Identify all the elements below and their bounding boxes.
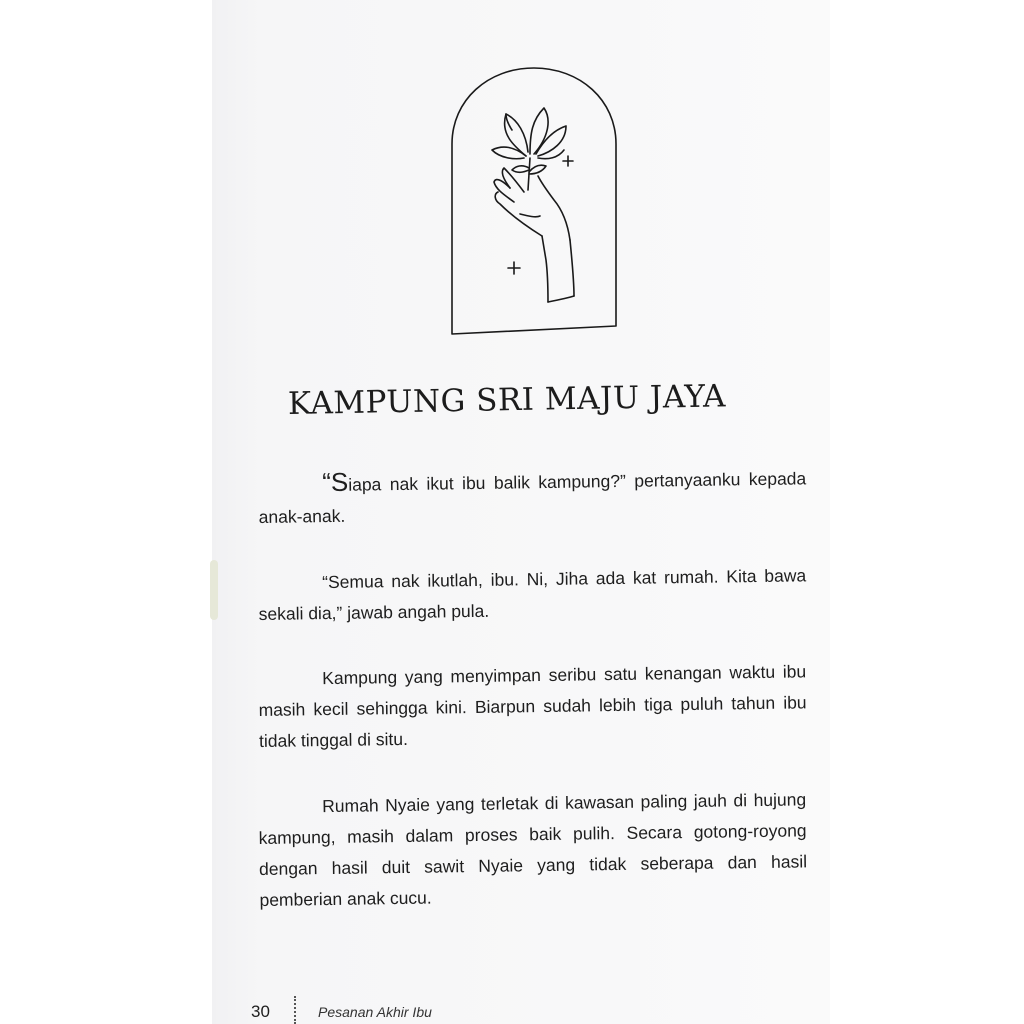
paragraph-3: Kampung yang menyimpan seribu satu kenangan waktu ibu masih kecil sehingga kini. Biarpun sudah lebih tiga puluh tahun ibu tidak tinggal di situ. xyxy=(258,661,807,751)
hand-holding-flower-arch-icon xyxy=(448,64,622,338)
paragraph-1-text: iapa nak ikut ibu balik kampung?” pertanyaanku kepada anak-anak. xyxy=(258,468,807,527)
chapter-title: KAMPUNG SRI MAJU JAYA xyxy=(287,378,727,422)
drop-cap: “S xyxy=(321,466,349,498)
footer-divider xyxy=(294,996,296,1024)
page-number: 30 xyxy=(251,1002,270,1021)
page-edge-mark xyxy=(210,560,218,620)
paragraph-1 xyxy=(258,460,807,533)
paragraph-2: “Semua nak ikutlah, ibu. Ni, Jiha ada kat rumah. Kita bawa sekali dia,” jawab angah pula. xyxy=(258,565,807,624)
running-footer-title: Pesanan Akhir Ibu xyxy=(318,1004,432,1020)
paragraph-4: Rumah Nyaie yang terletak di kawasan paling jauh di hujung kampung, masih dalam proses baik pulih. Secara gotong-royong dengan hasil duit sawit Nyaie yang tidak seberapa dan hasil pemberian anak cucu. xyxy=(258,789,808,910)
